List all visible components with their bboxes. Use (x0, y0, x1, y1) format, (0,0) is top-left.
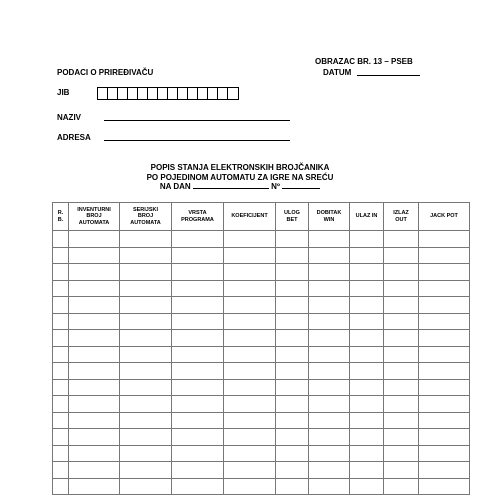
table-cell[interactable] (53, 462, 69, 479)
table-cell[interactable] (69, 429, 120, 446)
table-cell[interactable] (276, 247, 309, 264)
table-cell[interactable] (69, 264, 120, 281)
organizer-heading: PODACI O PRIREĐIVAČU (57, 68, 154, 77)
table-cell[interactable] (350, 363, 384, 380)
table-cell[interactable] (53, 396, 69, 413)
table-cell[interactable] (172, 264, 224, 281)
table-cell[interactable] (276, 297, 309, 314)
table-cell[interactable] (384, 313, 419, 330)
table-cell[interactable] (276, 478, 309, 495)
table-cell[interactable] (309, 313, 350, 330)
table-cell[interactable] (69, 297, 120, 314)
table-row (53, 247, 470, 264)
table-cell[interactable] (350, 264, 384, 281)
table-cell[interactable] (276, 330, 309, 347)
table-cell[interactable] (69, 231, 120, 248)
table-cell[interactable] (224, 412, 276, 429)
table-cell[interactable] (419, 330, 470, 347)
adresa-label: ADRESA (57, 133, 91, 142)
table-cell[interactable] (120, 363, 172, 380)
table-cell[interactable] (53, 478, 69, 495)
table-row (53, 445, 470, 462)
table-cell[interactable] (120, 412, 172, 429)
table-cell[interactable] (350, 280, 384, 297)
table-cell[interactable] (53, 445, 69, 462)
table-cell[interactable] (419, 379, 470, 396)
table-cell[interactable] (172, 412, 224, 429)
col-in: ULAZ IN (350, 203, 384, 231)
counter-table (52, 202, 470, 495)
table-cell[interactable] (172, 478, 224, 495)
table-cell[interactable] (350, 396, 384, 413)
table-cell[interactable] (419, 478, 470, 495)
date-prefix: NA DAN (159, 182, 191, 191)
table-cell[interactable] (172, 330, 224, 347)
table-cell[interactable] (350, 231, 384, 248)
table-cell[interactable] (120, 445, 172, 462)
table-cell[interactable] (276, 396, 309, 413)
table-cell[interactable] (224, 429, 276, 446)
table-cell[interactable] (172, 396, 224, 413)
table-cell[interactable] (350, 379, 384, 396)
table-row (53, 313, 470, 330)
table-cell[interactable] (53, 313, 69, 330)
table-cell[interactable] (172, 297, 224, 314)
table-cell[interactable] (309, 412, 350, 429)
table-cell[interactable] (384, 363, 419, 380)
table-cell[interactable] (419, 313, 470, 330)
table-cell[interactable] (309, 462, 350, 479)
table-cell[interactable] (384, 247, 419, 264)
table-header-row (53, 203, 470, 231)
table-cell[interactable] (120, 396, 172, 413)
table-cell[interactable] (419, 462, 470, 479)
table-cell[interactable] (224, 478, 276, 495)
col-win: DOBITAK WIN (309, 203, 350, 231)
table-cell[interactable] (172, 445, 224, 462)
table-cell[interactable] (309, 379, 350, 396)
table-cell[interactable] (419, 280, 470, 297)
table-cell[interactable] (172, 247, 224, 264)
col-inventory-number: INVENTURNI BROJ AUTOMATA (69, 203, 120, 231)
table-cell[interactable] (276, 363, 309, 380)
table-cell[interactable] (276, 264, 309, 281)
table-cell[interactable] (350, 478, 384, 495)
table-cell[interactable] (309, 231, 350, 248)
col-coefficient: KOEFICIJENT (224, 203, 276, 231)
table-cell[interactable] (309, 247, 350, 264)
table-cell[interactable] (276, 462, 309, 479)
table-cell[interactable] (172, 346, 224, 363)
table-cell[interactable] (384, 264, 419, 281)
col-bet: ULOG BET (276, 203, 309, 231)
table-cell[interactable] (350, 412, 384, 429)
table-cell[interactable] (120, 231, 172, 248)
table-cell[interactable] (276, 429, 309, 446)
table-cell[interactable] (172, 379, 224, 396)
table-cell[interactable] (224, 462, 276, 479)
title-line-2: PO POJEDINOM AUTOMATU ZA IGRE NA SREĆU (146, 173, 334, 182)
table-row (53, 412, 470, 429)
table-cell[interactable] (224, 280, 276, 297)
table-cell[interactable] (309, 346, 350, 363)
table-cell[interactable] (69, 247, 120, 264)
table-cell[interactable] (419, 445, 470, 462)
table-cell[interactable] (419, 247, 470, 264)
table-cell[interactable] (276, 445, 309, 462)
table-cell[interactable] (172, 280, 224, 297)
table-cell[interactable] (224, 264, 276, 281)
table-cell[interactable] (120, 330, 172, 347)
table-cell[interactable] (276, 346, 309, 363)
table-row (53, 330, 470, 347)
table-cell[interactable] (309, 264, 350, 281)
table-cell[interactable] (172, 363, 224, 380)
table-cell[interactable] (350, 297, 384, 314)
date-blank[interactable] (193, 188, 269, 189)
table-cell[interactable] (224, 297, 276, 314)
table-cell[interactable] (384, 379, 419, 396)
table-cell[interactable] (120, 462, 172, 479)
table-cell[interactable] (53, 412, 69, 429)
table-row (53, 346, 470, 363)
table-cell[interactable] (350, 330, 384, 347)
col-jackpot: JACK POT (419, 203, 470, 231)
table-cell[interactable] (309, 280, 350, 297)
table-cell[interactable] (350, 445, 384, 462)
table-cell[interactable] (350, 429, 384, 446)
table-cell[interactable] (419, 412, 470, 429)
table-row (53, 396, 470, 413)
table-cell[interactable] (120, 313, 172, 330)
jib-label: JIB (57, 88, 70, 97)
date-label: DATUM (323, 68, 352, 77)
table-cell[interactable] (276, 379, 309, 396)
table-cell[interactable] (384, 478, 419, 495)
table-cell[interactable] (69, 330, 120, 347)
table-cell[interactable] (120, 429, 172, 446)
table-cell[interactable] (350, 247, 384, 264)
col-program-type: VRSTA PROGRAMA (172, 203, 224, 231)
table-cell[interactable] (53, 379, 69, 396)
table-cell[interactable] (309, 429, 350, 446)
table-cell[interactable] (419, 297, 470, 314)
table-cell[interactable] (53, 429, 69, 446)
table-cell[interactable] (384, 462, 419, 479)
table-cell[interactable] (120, 280, 172, 297)
table-cell[interactable] (276, 280, 309, 297)
table-cell[interactable] (53, 297, 69, 314)
table-cell[interactable] (384, 396, 419, 413)
table-cell[interactable] (384, 429, 419, 446)
col-out: IZLAZ OUT (384, 203, 419, 231)
table-cell[interactable] (53, 363, 69, 380)
table-cell[interactable] (172, 429, 224, 446)
table-cell[interactable] (53, 247, 69, 264)
table-row (53, 297, 470, 314)
table-cell[interactable] (384, 412, 419, 429)
table-cell[interactable] (224, 313, 276, 330)
col-serial-number: SERIJSKI BROJ AUTOMATA (120, 203, 172, 231)
table-cell[interactable] (120, 247, 172, 264)
table-cell[interactable] (224, 363, 276, 380)
table-cell[interactable] (224, 379, 276, 396)
table-cell[interactable] (69, 478, 120, 495)
table-cell[interactable] (350, 313, 384, 330)
table-cell[interactable] (419, 264, 470, 281)
table-cell[interactable] (224, 247, 276, 264)
table-cell[interactable] (224, 231, 276, 248)
table-row (53, 363, 470, 380)
table-cell[interactable] (53, 346, 69, 363)
date-field[interactable] (357, 75, 420, 76)
table-row (53, 264, 470, 281)
jib-input-boxes[interactable] (97, 87, 239, 100)
table-cell[interactable] (419, 346, 470, 363)
number-blank[interactable] (282, 188, 320, 189)
col-rb: R. B. (53, 203, 69, 231)
table-cell[interactable] (224, 330, 276, 347)
table-cell[interactable] (384, 330, 419, 347)
table-cell[interactable] (309, 478, 350, 495)
table-row (53, 478, 470, 495)
table-cell[interactable] (224, 346, 276, 363)
table-cell[interactable] (53, 280, 69, 297)
table-row (53, 462, 470, 479)
table-cell[interactable] (224, 445, 276, 462)
table-cell[interactable] (384, 346, 419, 363)
table-cell[interactable] (384, 297, 419, 314)
table-cell[interactable] (69, 280, 120, 297)
form-number: OBRAZAC BR. 13 – PSEB (315, 57, 413, 66)
table-cell[interactable] (384, 445, 419, 462)
table-cell[interactable] (309, 363, 350, 380)
table-cell[interactable] (53, 330, 69, 347)
table-cell[interactable] (69, 445, 120, 462)
table-row (53, 231, 470, 248)
table-cell[interactable] (276, 231, 309, 248)
table-cell[interactable] (419, 429, 470, 446)
table-cell[interactable] (69, 396, 120, 413)
table-cell[interactable] (419, 396, 470, 413)
naziv-label: NAZIV (57, 113, 81, 122)
table-cell[interactable] (172, 313, 224, 330)
table-cell[interactable] (69, 412, 120, 429)
table-cell[interactable] (309, 445, 350, 462)
naziv-field[interactable] (104, 120, 290, 121)
table-cell[interactable] (419, 231, 470, 248)
table-cell[interactable] (69, 363, 120, 380)
table-cell[interactable] (172, 462, 224, 479)
title-line-1: POPIS STANJA ELEKTRONSKIH BROJČANIKA (150, 163, 330, 172)
table-cell[interactable] (309, 297, 350, 314)
table-row (53, 280, 470, 297)
number-label: Nº (271, 182, 280, 191)
table-cell[interactable] (172, 231, 224, 248)
table-cell[interactable] (53, 231, 69, 248)
table-cell[interactable] (69, 313, 120, 330)
table-cell[interactable] (120, 346, 172, 363)
table-cell[interactable] (276, 313, 309, 330)
table-cell[interactable] (419, 363, 470, 380)
table-cell[interactable] (384, 231, 419, 248)
table-cell[interactable] (120, 297, 172, 314)
table-cell[interactable] (276, 412, 309, 429)
table-cell[interactable] (309, 396, 350, 413)
table-cell[interactable] (53, 264, 69, 281)
table-row (53, 379, 470, 396)
table-row (53, 429, 470, 446)
title-date-row (0, 182, 480, 191)
table-cell[interactable] (120, 478, 172, 495)
table-cell[interactable] (384, 280, 419, 297)
table-cell[interactable] (224, 396, 276, 413)
table-cell[interactable] (350, 462, 384, 479)
table-cell[interactable] (120, 379, 172, 396)
table-cell[interactable] (120, 264, 172, 281)
table-cell[interactable] (69, 346, 120, 363)
table-cell[interactable] (309, 330, 350, 347)
table-cell[interactable] (69, 379, 120, 396)
table-cell[interactable] (69, 462, 120, 479)
adresa-field[interactable] (104, 140, 290, 141)
table-cell[interactable] (350, 346, 384, 363)
